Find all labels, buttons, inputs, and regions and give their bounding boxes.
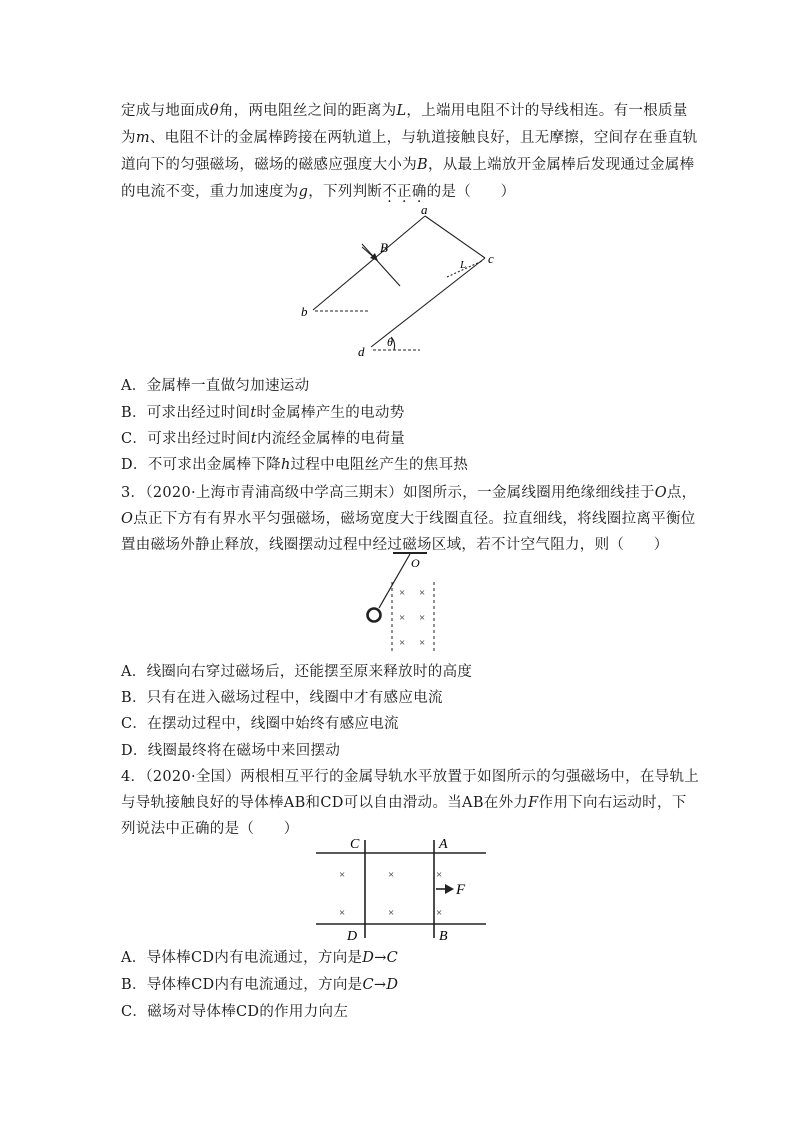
emphasis-char: 正 xyxy=(397,184,412,200)
cross-mark: × xyxy=(419,587,426,599)
label-B: B xyxy=(439,929,448,944)
emphasis-char: 确 xyxy=(411,184,427,200)
inclined-rails-figure xyxy=(290,204,510,362)
q2-line-1: 定成与地面成θ角，两电阻丝之间的距离为L，上端用电阻不计的导线相连。有一根质量 xyxy=(121,103,688,119)
q2-line-2: 为m、电阻不计的金属棒跨接在两轨道上，与轨道接触良好，且无摩擦，空间存在垂直轨 xyxy=(121,130,698,146)
force-arrow-icon xyxy=(436,884,454,894)
q2-option-a: A．金属棒一直做匀加速运动 xyxy=(121,378,310,394)
q2-line-4: 的电流不变，重力加速度为g，下列判断不正确的是（ ） xyxy=(121,184,516,200)
label-A: A xyxy=(439,837,448,852)
cross-mark: × xyxy=(436,907,443,919)
label-a: a xyxy=(421,204,428,217)
cross-mark: × xyxy=(419,612,426,624)
cross-mark: × xyxy=(399,637,406,649)
cross-mark: × xyxy=(388,907,395,919)
rail-cd xyxy=(371,258,485,347)
q4-line-2: 与导轨接触良好的导体棒AB和CD可以自由滑动。当AB在外力F作用下向右运动时，下 xyxy=(121,795,687,811)
q3-line-3: 置由磁场外静止释放，线圈摆动过程中经过磁场区域，若不计空气阻力，则（ ） xyxy=(121,537,669,553)
emphasis-char: 不 xyxy=(382,184,398,200)
q4-line-1: 4．（2020·全国）两根相互平行的金属导轨水平放置于如图所示的匀强磁场中，在导轨上 xyxy=(121,769,700,785)
q3-line-2: O点正下方有有界水平匀强磁场，磁场宽度大于线圈直径。拉直细线，将线圈拉离平衡位 xyxy=(121,511,696,527)
cross-mark: × xyxy=(436,869,443,881)
q3-line-1: 3．（2020·上海市青浦高级中学高三期末）如图所示，一金属线圈用绝缘细线挂于O点， xyxy=(121,485,697,501)
label-F: F xyxy=(456,882,466,898)
q2-option-c: C．可求出经过时间t内流经金属棒的电荷量 xyxy=(121,431,405,447)
label-O: O xyxy=(411,556,420,570)
label-L: L xyxy=(460,259,467,271)
rail-ab xyxy=(313,216,425,310)
string xyxy=(379,554,410,608)
q2-option-d: D．不可求出金属棒下降h过程中电阻丝产生的焦耳热 xyxy=(121,457,469,473)
q2-line-3: 道向下的匀强磁场，磁场的磁感应强度大小为B，从最上端放开金属棒后发现通过金属棒 xyxy=(121,157,695,173)
field-crosses xyxy=(399,587,425,649)
cross-mark: × xyxy=(339,869,346,881)
label-C: C xyxy=(350,837,360,852)
label-B: B xyxy=(380,240,388,255)
q3-option-c: C．在摆动过程中，线圈中始终有感应电流 xyxy=(121,716,399,732)
coil-ring xyxy=(368,609,381,622)
q4-option-a: A．导体棒CD内有电流通过，方向是D→C xyxy=(121,950,399,966)
label-c: c xyxy=(488,251,494,266)
cross-mark: × xyxy=(399,587,406,599)
label-d: d xyxy=(358,344,365,359)
field-crosses xyxy=(339,869,442,919)
q3-option-a: A．线圈向右穿过磁场后，还能摆至原来释放时的高度 xyxy=(121,664,473,680)
q4-line-3: 列说法中正确的是（ ） xyxy=(121,821,299,837)
q3-option-d: D．线圈最终将在磁场中来回摆动 xyxy=(121,743,341,759)
label-theta: θ xyxy=(387,335,393,349)
parallel-rails-figure xyxy=(310,834,490,944)
wire-ac xyxy=(425,216,485,258)
pendulum-coil-figure xyxy=(355,548,455,654)
label-b: b xyxy=(301,304,308,319)
q2-option-b: B．可求出经过时间t时金属棒产生的电动势 xyxy=(121,405,405,421)
q4-option-b: B．导体棒CD内有电流通过，方向是C→D xyxy=(121,977,399,993)
cross-mark: × xyxy=(399,612,406,624)
cross-mark: × xyxy=(339,907,346,919)
q4-option-c: C．磁场对导体棒CD的作用力向左 xyxy=(121,1004,349,1020)
field-arrow-icon xyxy=(362,247,378,261)
label-D: D xyxy=(347,929,358,944)
cross-mark: × xyxy=(388,869,395,881)
cross-mark: × xyxy=(419,637,426,649)
q3-option-b: B．只有在进入磁场过程中，线圈中才有感应电流 xyxy=(121,690,443,706)
